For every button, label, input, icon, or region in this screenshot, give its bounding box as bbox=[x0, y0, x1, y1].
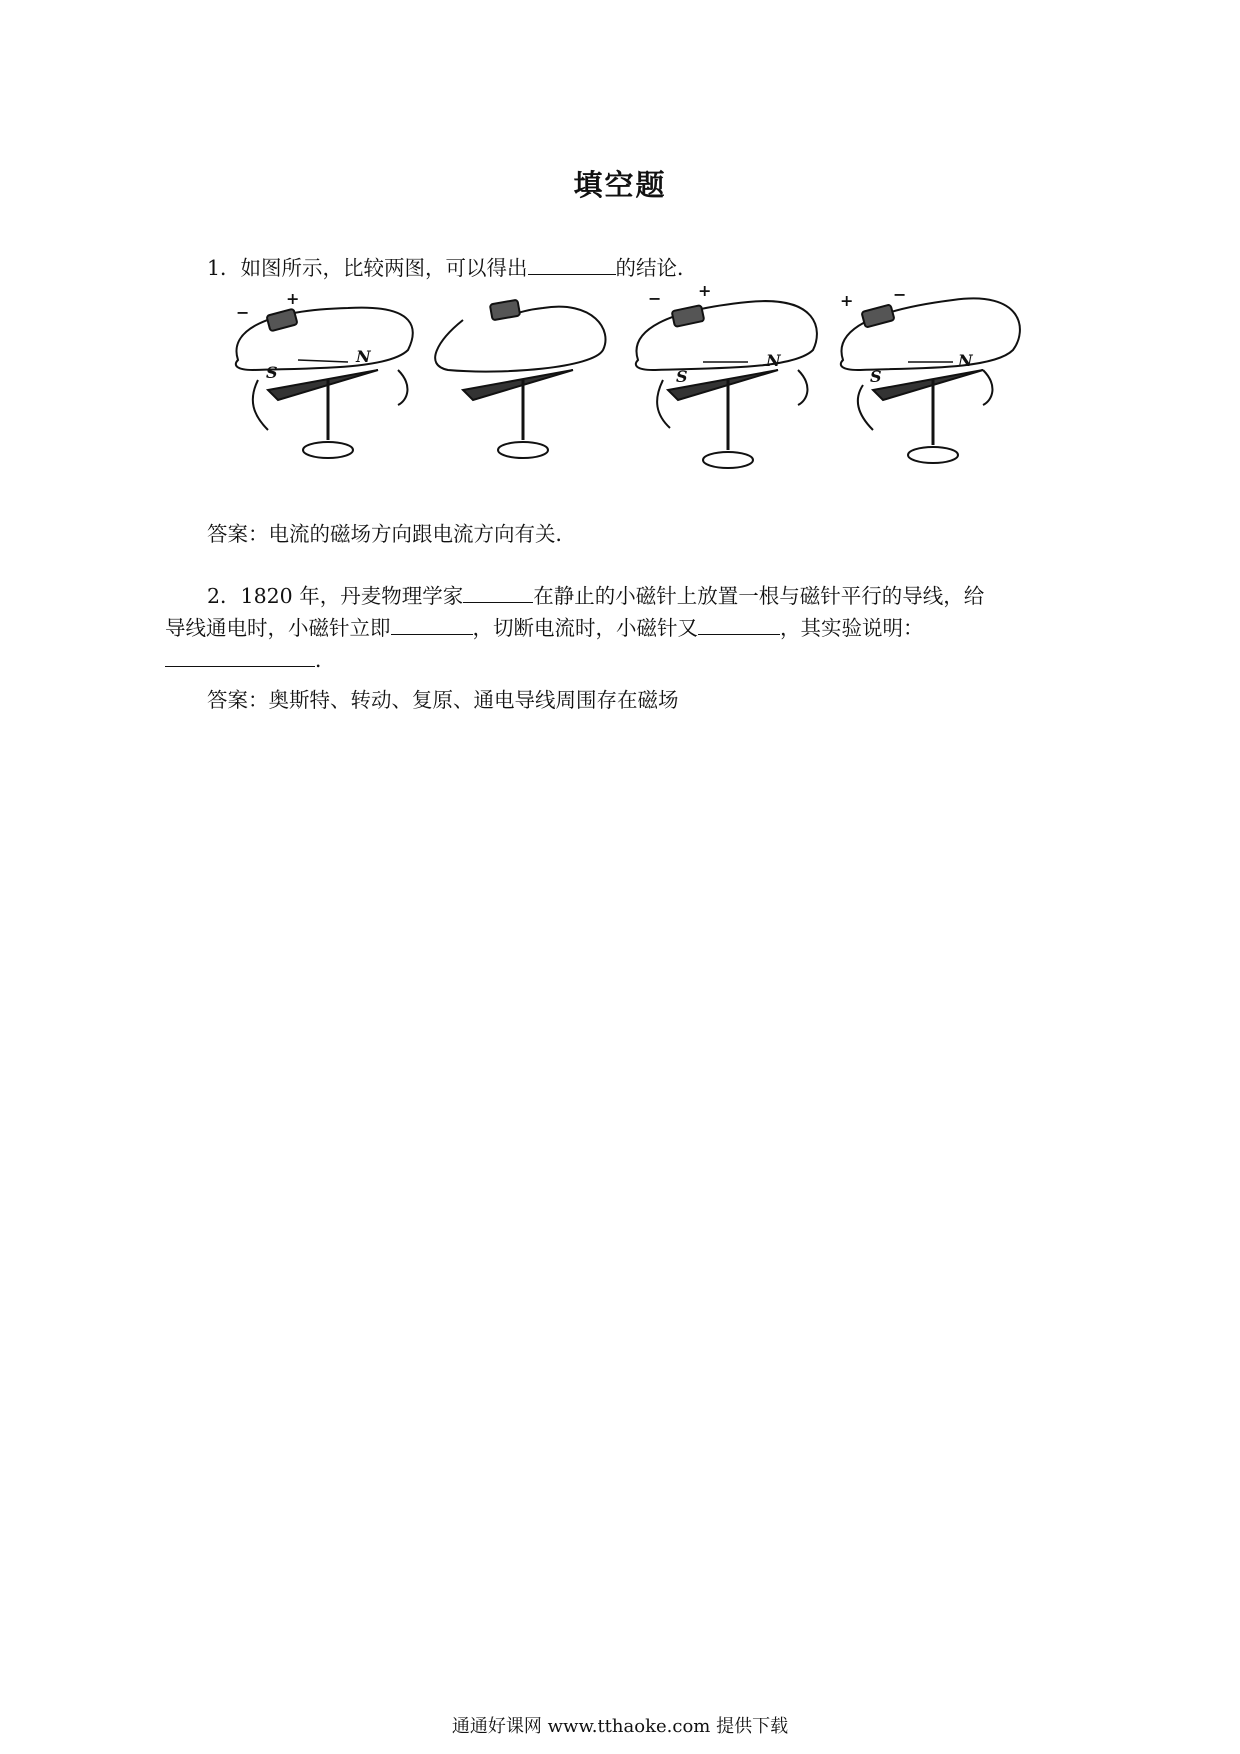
page-title: 填空题 bbox=[573, 168, 667, 202]
north-pole-label-4: N bbox=[958, 351, 973, 370]
question-1-prefix: 1．如图所示，比较两图，可以得出 bbox=[207, 256, 528, 280]
north-pole-label-1: N bbox=[356, 347, 371, 366]
panel-2 bbox=[435, 300, 605, 458]
answer-blank bbox=[463, 582, 533, 603]
question-2-part-5: ，其实验说明： bbox=[780, 616, 924, 640]
panel-4 bbox=[841, 298, 1020, 463]
panel-1 bbox=[236, 308, 413, 458]
south-pole-label-4: S bbox=[870, 367, 882, 386]
question-2-line-2 bbox=[165, 614, 924, 642]
question-2-part-2: 在静止的小磁针上放置一根与磁针平行的导线，给 bbox=[533, 584, 985, 608]
south-pole-label-3: S bbox=[676, 367, 688, 386]
figure-svg bbox=[228, 281, 1098, 530]
question-2-part-1: 2．1820 年，丹麦物理学家 bbox=[207, 584, 464, 608]
question-2-line-3 bbox=[165, 646, 336, 674]
answer-blank bbox=[165, 646, 315, 667]
north-pole-label-3: N bbox=[766, 351, 781, 370]
question-2-part-4: ，切断电流时，小磁针又 bbox=[472, 616, 698, 640]
answer-blank bbox=[528, 254, 616, 275]
panel-3 bbox=[636, 301, 817, 468]
question-2-part-6: ． bbox=[315, 648, 336, 672]
question-1 bbox=[207, 254, 698, 282]
question-2-line-1 bbox=[207, 582, 984, 610]
compass-experiment-figure bbox=[228, 281, 1098, 530]
question-1-suffix: 的结论． bbox=[615, 256, 698, 280]
battery-minus-label-3: − bbox=[648, 289, 662, 308]
battery-minus-label-4: − bbox=[893, 285, 907, 304]
battery-minus-label-1: − bbox=[236, 303, 250, 322]
answer-blank bbox=[698, 614, 780, 635]
battery-plus-label-3: + bbox=[698, 281, 712, 300]
footer: 通通好课网 www.tthaoke.com 提供下载 bbox=[451, 1716, 789, 1737]
question-1-answer: 答案：电流的磁场方向跟电流方向有关． bbox=[207, 522, 576, 546]
battery-plus-label-4: + bbox=[840, 291, 854, 310]
question-2-answer: 答案：奥斯特、转动、复原、通电导线周围存在磁场 bbox=[207, 688, 679, 712]
south-pole-label-1: S bbox=[266, 363, 278, 382]
battery-plus-label-1: + bbox=[286, 289, 300, 308]
answer-blank bbox=[391, 614, 473, 635]
question-2-part-3: 导线通电时，小磁针立即 bbox=[165, 616, 391, 640]
